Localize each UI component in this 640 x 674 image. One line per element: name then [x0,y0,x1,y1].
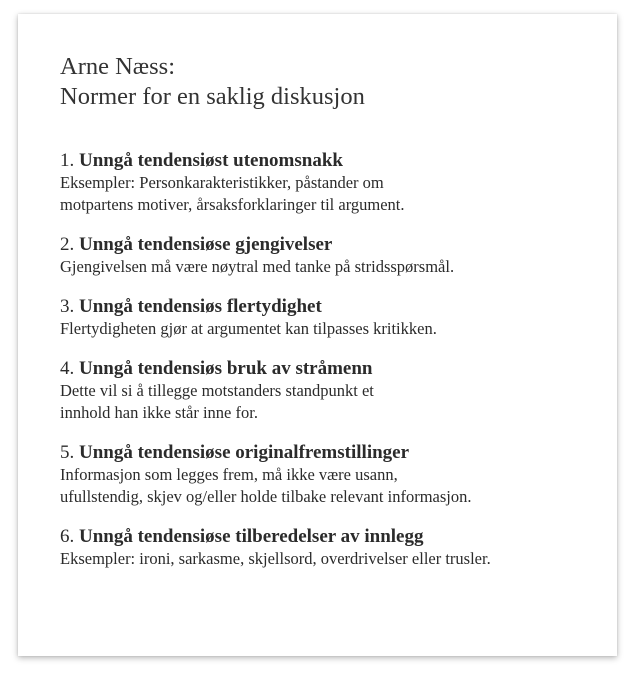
page-title [60,52,600,112]
rule-description [60,256,600,278]
rule-description-line: Eksempler: ironi, sarkasme, skjellsord, overdrivelser eller trusler. [60,549,491,568]
rule-heading [60,525,600,548]
rule-number: 4. [60,358,75,379]
rule-item [60,295,600,340]
rule-number: 3. [60,296,75,317]
rule-description-line: Gjengivelsen må være nøytral med tanke på stridsspørsmål. [60,257,455,276]
rule-description-line: Dette vil si å tillegge motstanders standpunkt et [60,381,374,400]
rule-number: 1. [60,150,75,171]
rule-name: Unngå tendensiøse originalfremstillinger [79,442,410,463]
rule-description-line: ufullstendig, skjev og/eller holde tilbake relevant informasjon. [60,487,472,506]
rule-heading [60,149,600,172]
rule-description [60,548,600,570]
rule-description-line: Eksempler: Personkarakteristikker, påstander om [60,173,384,192]
rule-heading [60,295,600,318]
rule-item [60,441,600,508]
title-line-author: Arne Næss: [60,53,176,80]
rule-name: Unngå tendensiøst utenomsnakk [79,150,343,171]
rule-description-line: Informasjon som legges frem, må ikke være usann, [60,465,398,484]
rule-item [60,149,600,216]
rule-description-line: Flertydigheten gjør at argumentet kan tilpasses kritikken. [60,319,437,338]
rule-name: Unngå tendensiøse tilberedelser av innlegg [79,526,424,547]
rule-description-line: motpartens motiver, årsaksforklaringer til argument. [60,195,405,214]
rule-name: Unngå tendensiøse gjengivelser [79,234,333,255]
rule-name: Unngå tendensiøs flertydighet [79,296,322,317]
rule-heading [60,233,600,256]
rule-description [60,380,600,424]
rule-description [60,172,600,216]
rule-item [60,357,600,424]
document-content [60,52,600,587]
rule-name: Unngå tendensiøs bruk av stråmenn [79,358,373,379]
rule-number: 5. [60,442,75,463]
document-card [18,14,617,656]
title-line-heading: Normer for en saklig diskusjon [60,83,365,110]
rule-heading [60,357,600,380]
rule-description [60,464,600,508]
rule-item [60,233,600,278]
rule-number: 2. [60,234,75,255]
rule-heading [60,441,600,464]
rule-number: 6. [60,526,75,547]
rule-description-line: innhold han ikke står inne for. [60,403,258,422]
rule-description [60,318,600,340]
rule-item [60,525,600,570]
